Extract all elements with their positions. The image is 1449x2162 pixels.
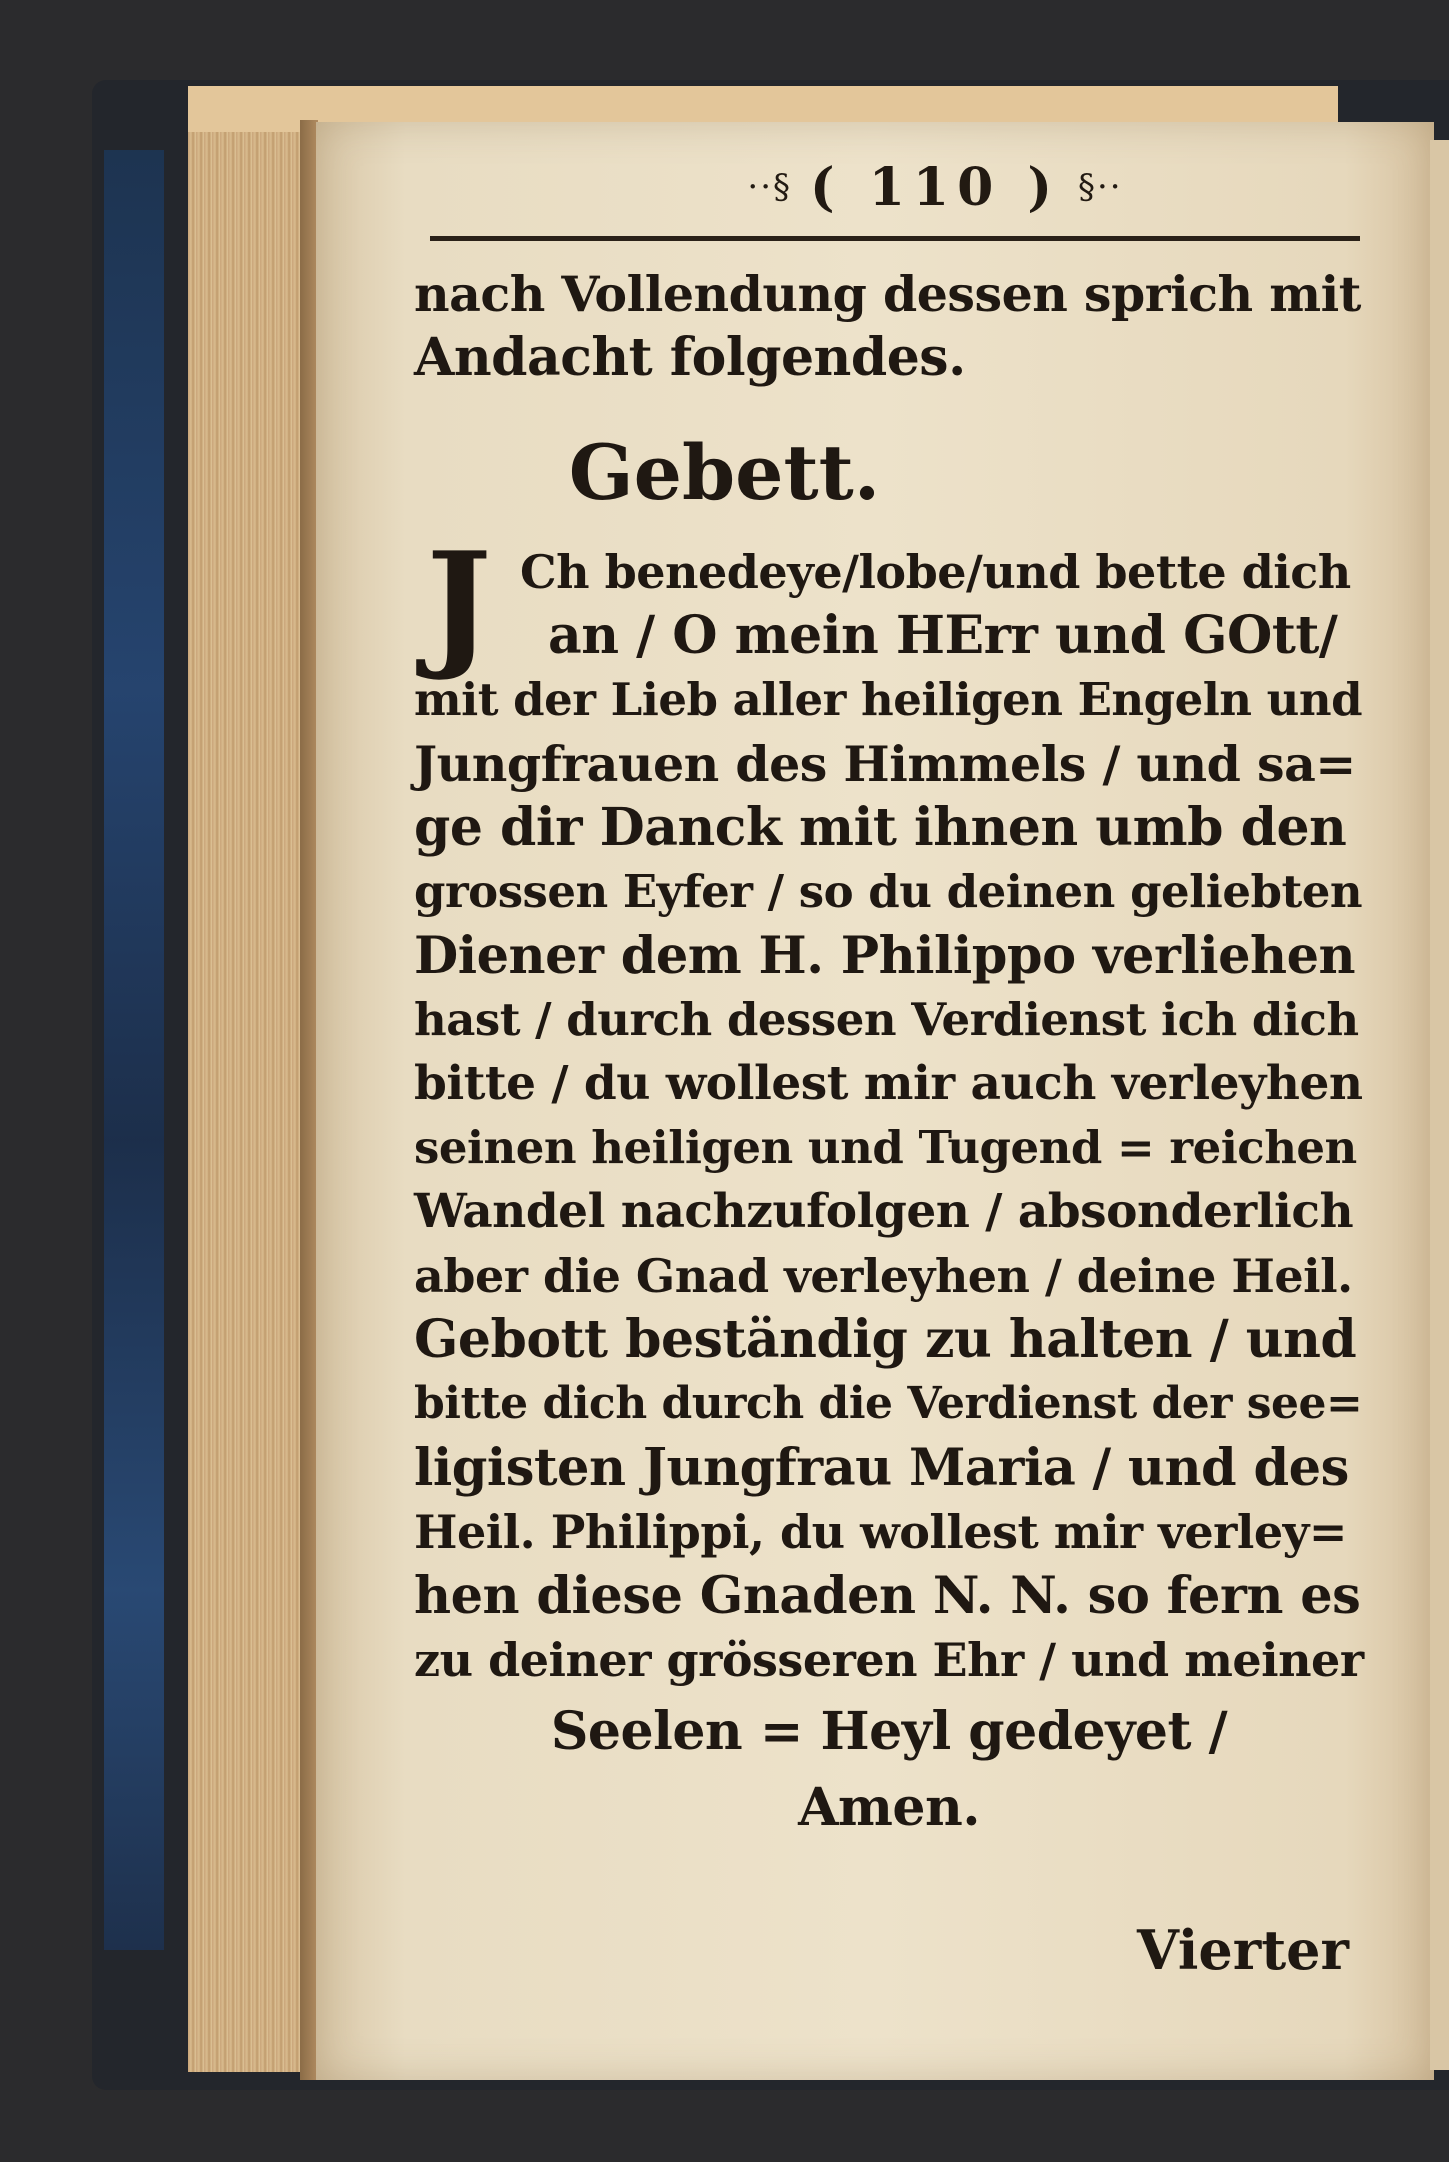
body-line: an / O mein HErr und GOtt/ [548,605,1338,666]
body-line: ligisten Jungfrau Maria / und des [414,1438,1349,1498]
body-line: hast / durch dessen Verdienst ich dich [414,993,1359,1046]
closing-line: Seelen = Heyl gedeyet / [550,1701,1228,1762]
intro-line: Andacht folgendes. [414,327,966,388]
header-ornament-right: §·· [1077,167,1123,207]
page-number: ( 110 ) [810,156,1060,218]
body-line: hen diese Gnaden N. N. so fern es [414,1566,1361,1626]
body-line: aber die Gnad verleyhen / deine Heil. [414,1249,1353,1303]
header-ornament-left: ··§ [747,167,793,207]
section-title: Gebett. [568,428,881,517]
intro-line: nach Vollendung dessen sprich mit [414,265,1361,323]
marbled-cover-edge [104,150,164,1950]
body-line: Gebott beständig zu halten / und [414,1309,1357,1370]
body-line: mit der Lieb aller heiligen Engeln und [414,673,1363,726]
body-line: bitte / du wollest mir auch verleyhen [414,1056,1363,1111]
body-line: zu deiner grösseren Ehr / und meiner [414,1633,1364,1687]
body-line: ge dir Danck mit ihnen umb den [414,797,1347,858]
catchword: Vierter [1136,1918,1349,1982]
closing-line: Amen. [798,1777,980,1838]
body-line: Jungfrauen des Himmels / und sa= [414,735,1356,793]
body-line: grossen Eyfer / so du deinen geliebten [414,865,1363,918]
drop-cap: J [426,521,492,684]
body-line: Diener dem H. Philippo verliehen [414,926,1356,986]
body-line: Ch benedeye/lobe/und bette dich [520,545,1351,599]
body-line: bitte dich durch die Verdienst der see= [414,1378,1363,1429]
page-header [700,152,1170,222]
body-line: seinen heiligen und Tugend = reichen [414,1121,1357,1174]
body-line: Wandel nachzufolgen / absonderlich [414,1184,1354,1239]
header-rule [430,236,1360,241]
body-line: Heil. Philippi, du wollest mir verley= [414,1505,1347,1559]
